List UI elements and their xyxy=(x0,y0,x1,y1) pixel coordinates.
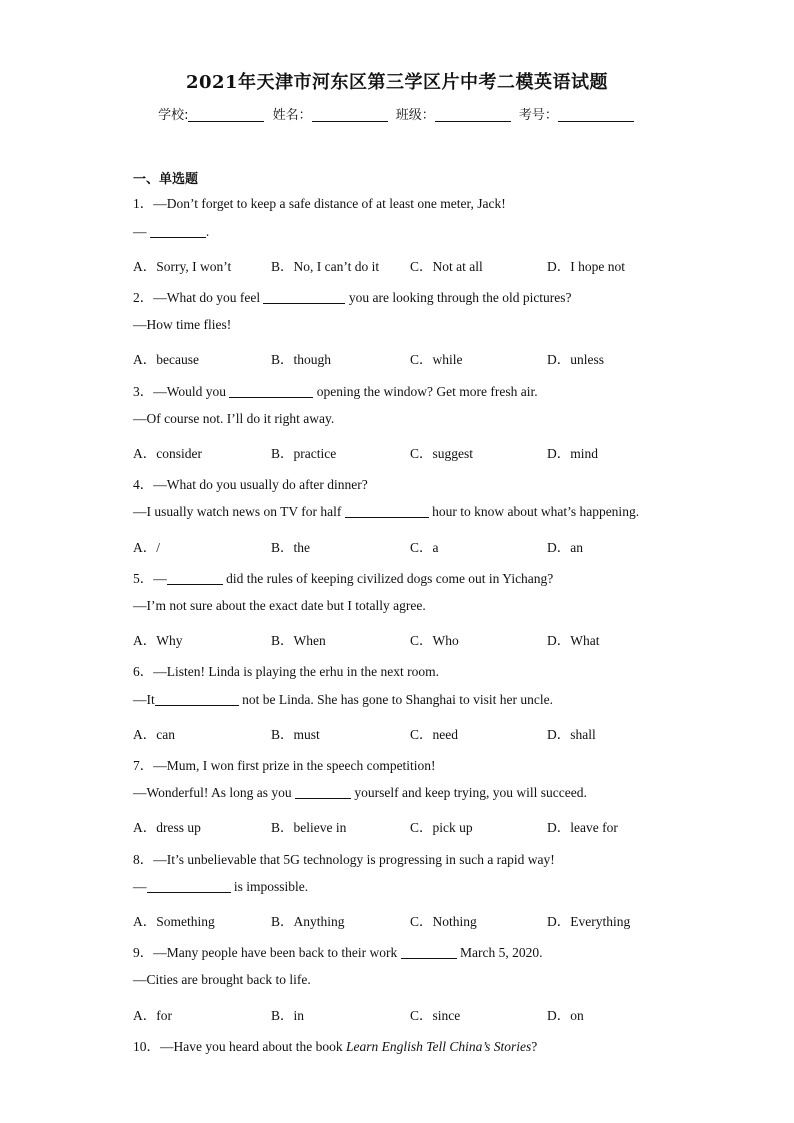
option-b[interactable]: B．practice xyxy=(271,446,337,461)
question-9-reply: —Cities are brought back to life. xyxy=(133,972,311,987)
answer-blank xyxy=(295,798,351,799)
question-6-reply: —It not be Linda. She has gone to Shanghai to visit her uncle. xyxy=(133,692,553,707)
class-label: 班级： xyxy=(395,108,435,123)
question-1: 1．—Don’t forget to keep a safe distance of at least one meter, Jack! xyxy=(133,196,506,211)
question-2-reply: —How time flies! xyxy=(133,317,232,332)
answer-blank xyxy=(401,958,457,959)
option-c[interactable]: C．since xyxy=(410,1008,461,1023)
option-a[interactable]: A．/ xyxy=(133,540,160,555)
option-a[interactable]: A．dress up xyxy=(133,820,201,835)
option-c[interactable]: C．need xyxy=(410,727,458,742)
question-6: 6．—Listen! Linda is playing the erhu in the next room. xyxy=(133,664,439,679)
section-title: 一、单选题 xyxy=(133,172,199,187)
school-blank[interactable] xyxy=(188,121,264,122)
option-c[interactable]: C．Nothing xyxy=(410,914,477,929)
option-d[interactable]: D．mind xyxy=(547,446,599,461)
option-d[interactable]: D．an xyxy=(547,540,583,555)
question-7-reply: —Wonderful! As long as you yourself and keep trying, you will succeed. xyxy=(133,785,587,800)
option-a[interactable]: A．for xyxy=(133,1008,172,1023)
answer-blank xyxy=(147,892,231,893)
question-5-reply: —I’m not sure about the exact date but I totally agree. xyxy=(133,598,426,613)
option-c[interactable]: C．a xyxy=(410,540,439,555)
option-d[interactable]: D．What xyxy=(547,633,600,648)
exam-no-label: 考号： xyxy=(518,108,558,123)
question-2: 2．—What do you feel you are looking through the old pictures? xyxy=(133,290,572,305)
option-d[interactable]: D．unless xyxy=(547,352,604,367)
name-label: 姓名： xyxy=(272,108,312,123)
question-9: 9．—Many people have been back to their work March 5, 2020. xyxy=(133,945,543,960)
option-b[interactable]: B．the xyxy=(271,540,310,555)
question-5: 5．— did the rules of keeping civilized dogs come out in Yichang? xyxy=(133,571,554,586)
question-8: 8．—It’s unbelievable that 5G technology is progressing in such a rapid way! xyxy=(133,852,555,867)
question-7: 7．—Mum, I won first prize in the speech competition! xyxy=(133,758,436,773)
option-d[interactable]: D．on xyxy=(547,1008,584,1023)
student-info-row xyxy=(0,104,794,123)
school-label: 学校: xyxy=(158,108,189,123)
option-a[interactable]: A．can xyxy=(133,727,175,742)
option-b[interactable]: B．No, I can’t do it xyxy=(271,259,380,274)
answer-blank xyxy=(155,705,239,706)
answer-blank xyxy=(263,303,345,304)
school-field xyxy=(158,104,266,123)
question-4-reply: —I usually watch news on TV for half hour to know about what’s happening. xyxy=(133,504,640,519)
answer-blank xyxy=(150,237,206,238)
option-a[interactable]: A．because xyxy=(133,352,199,367)
class-blank[interactable] xyxy=(435,121,511,122)
option-c[interactable]: C．while xyxy=(410,352,463,367)
answer-blank xyxy=(345,517,429,518)
question-8-reply: — is impossible. xyxy=(133,879,309,894)
option-b[interactable]: B．in xyxy=(271,1008,305,1023)
answer-blank xyxy=(167,584,223,585)
name-blank[interactable] xyxy=(312,121,388,122)
question-3: 3．—Would you opening the window? Get more fresh air. xyxy=(133,384,538,399)
option-a[interactable]: A．Something xyxy=(133,914,215,929)
option-b[interactable]: B．Anything xyxy=(271,914,345,929)
name-field xyxy=(273,104,390,123)
option-c[interactable]: C．suggest xyxy=(410,446,474,461)
option-d[interactable]: D．shall xyxy=(547,727,596,742)
book-title: Learn English Tell China’s Stories xyxy=(345,1039,532,1054)
option-b[interactable]: B．believe in xyxy=(271,820,347,835)
option-b[interactable]: B．When xyxy=(271,633,326,648)
option-b[interactable]: B．must xyxy=(271,727,320,742)
option-c[interactable]: C．Not at all xyxy=(410,259,483,274)
answer-blank xyxy=(229,397,313,398)
question-10: 10．—Have you heard about the book Learn English Tell China’s Stories? xyxy=(133,1039,538,1054)
option-d[interactable]: D．Everything xyxy=(547,914,631,929)
option-c[interactable]: C．Who xyxy=(410,633,459,648)
option-c[interactable]: C．pick up xyxy=(410,820,473,835)
option-b[interactable]: B．though xyxy=(271,352,332,367)
question-4: 4．—What do you usually do after dinner? xyxy=(133,477,368,492)
class-field xyxy=(396,104,513,123)
option-a[interactable]: A．Why xyxy=(133,633,183,648)
exam-no-field xyxy=(519,104,636,123)
option-d[interactable]: D．leave for xyxy=(547,820,618,835)
option-d[interactable]: D．I hope not xyxy=(547,259,625,274)
question-3-reply: —Of course not. I’ll do it right away. xyxy=(133,411,335,426)
option-a[interactable]: A．Sorry, I won’t xyxy=(133,259,232,274)
question-1-answer-line: — . xyxy=(133,224,210,239)
option-a[interactable]: A．consider xyxy=(133,446,202,461)
exam-no-blank[interactable] xyxy=(558,121,634,122)
exam-title: 2021年天津市河东区第三学区片中考二模英语试题 xyxy=(185,72,609,93)
